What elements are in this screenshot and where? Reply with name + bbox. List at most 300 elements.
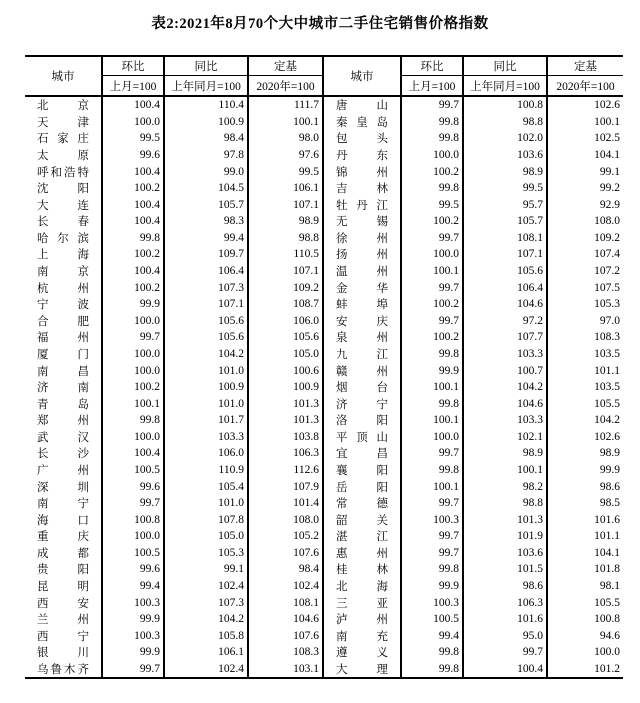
fixed-base-value: 101.3 [249, 395, 324, 412]
mom-value: 99.8 [402, 561, 464, 578]
table-row [25, 379, 623, 396]
yoy-value: 110.9 [165, 462, 249, 479]
city-cell [25, 329, 103, 346]
yoy-value: 106.4 [165, 263, 249, 280]
yoy-value: 106.0 [165, 445, 249, 462]
mom-value: 99.8 [402, 661, 464, 678]
city-cell [25, 130, 103, 147]
yoy-value: 97.8 [165, 147, 249, 164]
mom-value: 99.4 [402, 628, 464, 645]
yoy-value: 99.5 [464, 180, 548, 197]
city-name: 合 肥 [37, 315, 89, 328]
mom-value: 100.4 [103, 97, 165, 114]
yoy-value: 98.9 [464, 163, 548, 180]
table-row [25, 97, 623, 114]
city-name: 南 宁 [37, 498, 89, 511]
mom-value: 100.0 [103, 528, 165, 545]
city-name: 遵 义 [336, 647, 388, 660]
fixed-base-value: 97.0 [599, 314, 620, 327]
table-row [25, 213, 623, 230]
table-row [25, 611, 623, 628]
yoy-value: 105.7 [464, 213, 548, 230]
table-row [25, 429, 623, 446]
city-cell [25, 462, 103, 479]
mom-value: 100.2 [402, 296, 464, 313]
mom-value: 99.7 [402, 230, 464, 247]
yoy-value: 100.1 [464, 462, 548, 479]
yoy-value: 103.3 [165, 429, 249, 446]
city-cell [25, 561, 103, 578]
city-name: 南 京 [37, 266, 89, 279]
yoy-value: 102.4 [165, 661, 249, 678]
city-name: 武 汉 [37, 431, 89, 444]
header-yoy-right: 同比 [464, 57, 548, 76]
city-cell [25, 445, 103, 462]
fixed-base-value: 103.1 [249, 661, 324, 678]
city-cell [324, 578, 402, 595]
yoy-value: 105.0 [165, 528, 249, 545]
city-cell [25, 114, 103, 131]
yoy-value: 100.9 [165, 379, 249, 396]
city-cell [324, 246, 402, 263]
city-name: 平 顶 山 [336, 431, 388, 444]
fixed-base-value: 102.6 [594, 430, 620, 443]
city-name: 韶 关 [336, 514, 388, 527]
yoy-value: 97.2 [464, 313, 548, 330]
mom-value: 99.4 [103, 578, 165, 595]
yoy-value: 103.3 [464, 346, 548, 363]
table-row [25, 395, 623, 412]
city-cell [324, 628, 402, 645]
city-cell [25, 661, 103, 678]
city-name: 泉 州 [336, 332, 388, 345]
city-name: 南 充 [336, 630, 388, 643]
city-name: 石 家 庄 [37, 133, 89, 146]
city-name: 沈 阳 [37, 183, 89, 196]
fixed-base-value: 105.6 [249, 329, 324, 346]
table-row [25, 246, 623, 263]
fixed-base-value: 108.3 [249, 644, 324, 661]
header-mom-left: 环比 [103, 57, 165, 76]
mom-value: 100.4 [103, 263, 165, 280]
city-cell [25, 379, 103, 396]
fixed-base-value: 99.5 [249, 163, 324, 180]
yoy-value: 99.7 [464, 644, 548, 661]
fixed-base-value: 105.2 [249, 528, 324, 545]
mom-value: 100.4 [103, 213, 165, 230]
fixed-base-value: 105.5 [594, 596, 620, 609]
mom-value: 100.0 [103, 346, 165, 363]
mom-value: 100.0 [402, 147, 464, 164]
mom-value: 100.2 [402, 329, 464, 346]
city-name: 长 沙 [37, 448, 89, 461]
table-row [25, 196, 623, 213]
city-cell [25, 545, 103, 562]
fixed-base-value: 105.0 [249, 346, 324, 363]
mom-value: 99.8 [402, 395, 464, 412]
city-cell [25, 511, 103, 528]
city-cell [324, 230, 402, 247]
table-row [25, 561, 623, 578]
mom-value: 100.1 [103, 395, 165, 412]
city-cell [324, 263, 402, 280]
yoy-value: 104.5 [165, 180, 249, 197]
city-cell [25, 279, 103, 296]
city-cell [25, 163, 103, 180]
fixed-base-value: 107.1 [249, 263, 324, 280]
table-row [25, 478, 623, 495]
city-cell [25, 196, 103, 213]
header-mom-right: 环比 [402, 57, 464, 76]
city-name: 惠 州 [336, 547, 388, 560]
city-name: 呼 和 浩 特 [37, 166, 89, 179]
table-row [25, 180, 623, 197]
yoy-value: 103.3 [464, 412, 548, 429]
table-row [25, 130, 623, 147]
yoy-value: 102.0 [464, 130, 548, 147]
city-name: 赣 州 [336, 365, 388, 378]
mom-value: 99.7 [402, 445, 464, 462]
mom-value: 100.0 [103, 114, 165, 131]
city-cell [324, 545, 402, 562]
table-header [25, 57, 623, 97]
mom-value: 99.7 [402, 495, 464, 512]
mom-value: 99.7 [103, 329, 165, 346]
city-name: 贵 阳 [37, 564, 89, 577]
yoy-value: 98.6 [464, 578, 548, 595]
city-name: 北 京 [37, 100, 89, 113]
mom-value: 100.0 [103, 429, 165, 446]
fixed-base-value: 100.8 [594, 613, 620, 626]
city-name: 牡 丹 江 [336, 199, 388, 212]
table-row [25, 362, 623, 379]
city-cell [25, 578, 103, 595]
mom-value: 100.3 [402, 511, 464, 528]
fixed-base-value: 105.5 [594, 397, 620, 410]
city-cell [25, 429, 103, 446]
yoy-value: 100.9 [165, 114, 249, 131]
mom-value: 100.2 [103, 279, 165, 296]
header-mom-base-left: 上月=100 [103, 76, 165, 95]
header-mom-base-right: 上月=100 [402, 76, 464, 95]
city-name: 宁 波 [37, 299, 89, 312]
fixed-base-value: 107.1 [249, 196, 324, 213]
city-name: 宜 昌 [336, 448, 388, 461]
mom-value: 100.4 [103, 445, 165, 462]
city-name: 杭 州 [37, 282, 89, 295]
table-body [25, 97, 623, 677]
city-cell [25, 395, 103, 412]
mom-value: 100.1 [402, 379, 464, 396]
mom-value: 99.9 [402, 362, 464, 379]
yoy-value: 99.4 [165, 230, 249, 247]
fixed-base-value: 101.1 [594, 364, 620, 377]
city-name: 南 昌 [37, 365, 89, 378]
city-name: 西 宁 [37, 630, 89, 643]
city-cell [324, 329, 402, 346]
mom-value: 99.8 [103, 230, 165, 247]
table-row [25, 661, 623, 678]
fixed-base-value: 104.1 [594, 546, 620, 559]
mom-value: 100.3 [103, 594, 165, 611]
yoy-value: 105.3 [165, 545, 249, 562]
yoy-value: 108.1 [464, 230, 548, 247]
yoy-value: 107.1 [464, 246, 548, 263]
price-index-table [25, 55, 623, 679]
header-fixed-left: 定基 [249, 57, 324, 76]
yoy-value: 95.7 [464, 196, 548, 213]
yoy-value: 101.0 [165, 362, 249, 379]
mom-value: 100.5 [402, 611, 464, 628]
fixed-base-value: 101.3 [249, 412, 324, 429]
mom-value: 99.9 [402, 578, 464, 595]
city-cell [324, 379, 402, 396]
table-row [25, 445, 623, 462]
mom-value: 99.5 [402, 196, 464, 213]
city-name: 烟 台 [336, 382, 388, 395]
yoy-value: 98.8 [464, 495, 548, 512]
yoy-value: 104.6 [464, 395, 548, 412]
city-cell [25, 362, 103, 379]
city-name: 深 圳 [37, 481, 89, 494]
city-cell [324, 511, 402, 528]
yoy-value: 107.3 [165, 279, 249, 296]
city-name: 大 连 [37, 199, 89, 212]
city-name: 襄 阳 [336, 465, 388, 477]
city-name: 包 头 [336, 133, 388, 146]
yoy-value: 101.3 [464, 511, 548, 528]
yoy-value: 105.6 [464, 263, 548, 280]
city-name: 无 锡 [336, 216, 388, 229]
fixed-base-value: 107.6 [249, 545, 324, 562]
city-cell [25, 296, 103, 313]
city-name: 银 川 [37, 647, 89, 660]
mom-value: 100.2 [103, 379, 165, 396]
yoy-value: 101.7 [165, 412, 249, 429]
city-cell [25, 230, 103, 247]
city-cell [324, 279, 402, 296]
header-fixed-right: 定基 [548, 57, 623, 76]
mom-value: 99.6 [103, 561, 165, 578]
mom-value: 100.2 [402, 163, 464, 180]
fixed-base-value: 103.5 [594, 347, 620, 360]
fixed-base-value: 107.6 [249, 628, 324, 645]
city-name: 郑 州 [37, 415, 89, 428]
mom-value: 99.8 [402, 114, 464, 131]
table-row [25, 163, 623, 180]
city-name: 西 安 [37, 597, 89, 610]
table-row [25, 147, 623, 164]
table-row [25, 279, 623, 296]
yoy-value: 105.6 [165, 313, 249, 330]
fixed-base-value: 98.8 [249, 230, 324, 247]
fixed-base-value: 100.6 [249, 362, 324, 379]
table-row [25, 594, 623, 611]
fixed-base-value: 108.0 [594, 215, 620, 228]
table-row [25, 412, 623, 429]
city-name: 安 庆 [336, 315, 388, 328]
table-row [25, 644, 623, 661]
city-name: 重 庆 [37, 531, 89, 544]
fixed-base-value: 102.6 [594, 99, 620, 112]
header-city-left: 城市 [25, 57, 103, 95]
table-row [25, 263, 623, 280]
city-cell [324, 429, 402, 446]
mom-value: 99.7 [402, 97, 464, 114]
mom-value: 100.0 [103, 313, 165, 330]
fixed-base-value: 97.6 [249, 147, 324, 164]
city-cell [25, 313, 103, 330]
table-row [25, 230, 623, 247]
fixed-base-value: 108.7 [249, 296, 324, 313]
fixed-base-value: 101.4 [249, 495, 324, 512]
mom-value: 99.8 [402, 346, 464, 363]
mom-value: 99.8 [402, 180, 464, 197]
table-row [25, 628, 623, 645]
fixed-base-value: 110.5 [249, 246, 324, 263]
mom-value: 99.6 [103, 478, 165, 495]
yoy-value: 104.6 [464, 296, 548, 313]
city-name: 北 海 [336, 581, 388, 594]
city-name: 哈 尔 滨 [37, 232, 89, 245]
city-name: 桂 林 [336, 564, 388, 577]
fixed-base-value: 106.1 [249, 180, 324, 197]
mom-value: 100.8 [103, 511, 165, 528]
city-name: 岳 阳 [336, 481, 388, 494]
table-row [25, 346, 623, 363]
yoy-value: 107.3 [165, 594, 249, 611]
city-cell [25, 147, 103, 164]
city-cell [324, 362, 402, 379]
city-name: 济 南 [37, 382, 89, 395]
fixed-base-value: 94.6 [599, 629, 620, 642]
yoy-value: 98.9 [464, 445, 548, 462]
header-yoy-base-left: 上年同月=100 [165, 76, 249, 95]
fixed-base-value: 99.1 [599, 165, 620, 178]
mom-value: 100.0 [402, 246, 464, 263]
city-cell [324, 130, 402, 147]
fixed-base-value: 107.4 [594, 248, 620, 261]
fixed-base-value: 109.2 [594, 231, 620, 244]
mom-value: 100.3 [402, 594, 464, 611]
mom-value: 100.1 [402, 263, 464, 280]
fixed-base-value: 108.0 [249, 511, 324, 528]
header-fixed-base-left: 2020年=100 [249, 76, 324, 95]
fixed-base-value: 98.9 [599, 447, 620, 460]
city-name: 青 岛 [37, 398, 89, 411]
fixed-base-value: 106.3 [249, 445, 324, 462]
mom-value: 100.4 [103, 196, 165, 213]
mom-value: 99.8 [402, 462, 464, 479]
table-row [25, 528, 623, 545]
yoy-value: 104.2 [165, 611, 249, 628]
city-name: 泸 州 [336, 614, 388, 627]
city-name: 厦 门 [37, 348, 89, 361]
yoy-value: 95.0 [464, 628, 548, 645]
page-title: 表2:2021年8月70个大中城市二手住宅销售价格指数 [151, 16, 489, 32]
city-cell [324, 561, 402, 578]
fixed-base-value: 107.9 [249, 478, 324, 495]
yoy-value: 103.6 [464, 147, 548, 164]
fixed-base-value: 100.1 [249, 114, 324, 131]
city-cell [25, 594, 103, 611]
mom-value: 100.0 [103, 362, 165, 379]
city-name: 乌 鲁 木 齐 [37, 663, 89, 676]
yoy-value: 101.9 [464, 528, 548, 545]
city-name: 温 州 [336, 266, 388, 279]
yoy-value: 101.0 [165, 495, 249, 512]
city-cell [25, 528, 103, 545]
city-cell [324, 313, 402, 330]
mom-value: 99.5 [103, 130, 165, 147]
city-cell [324, 478, 402, 495]
mom-value: 99.8 [402, 644, 464, 661]
yoy-value: 104.2 [165, 346, 249, 363]
city-cell [324, 661, 402, 678]
city-cell [324, 213, 402, 230]
city-cell [324, 147, 402, 164]
city-cell [324, 644, 402, 661]
fixed-base-value: 103.5 [594, 381, 620, 394]
city-name: 济 宁 [336, 398, 388, 411]
mom-value: 100.5 [103, 462, 165, 479]
table-row [25, 313, 623, 330]
fixed-base-value: 107.5 [594, 281, 620, 294]
fixed-base-value: 108.1 [249, 594, 324, 611]
fixed-base-value: 111.7 [249, 97, 324, 114]
fixed-base-value: 107.2 [594, 265, 620, 278]
city-name: 福 州 [37, 332, 89, 345]
mom-value: 99.7 [103, 661, 165, 678]
table-row [25, 462, 623, 479]
yoy-value: 101.5 [464, 561, 548, 578]
yoy-value: 106.4 [464, 279, 548, 296]
fixed-base-value: 98.1 [599, 580, 620, 593]
yoy-value: 101.6 [464, 611, 548, 628]
yoy-value: 102.4 [165, 578, 249, 595]
mom-value: 99.6 [103, 147, 165, 164]
fixed-base-value: 98.9 [249, 213, 324, 230]
table-row [25, 296, 623, 313]
city-name: 唐 山 [336, 100, 388, 113]
city-cell [324, 445, 402, 462]
mom-value: 100.4 [103, 163, 165, 180]
city-cell [25, 97, 103, 114]
city-cell [25, 213, 103, 230]
fixed-base-value: 101.6 [594, 513, 620, 526]
city-cell [324, 346, 402, 363]
city-name: 丹 东 [336, 150, 388, 163]
fixed-base-value: 100.9 [249, 379, 324, 396]
fixed-base-value: 103.8 [249, 429, 324, 446]
fixed-base-value: 99.9 [599, 464, 620, 476]
city-name: 蚌 埠 [336, 299, 388, 312]
city-name: 海 口 [37, 514, 89, 527]
yoy-value: 105.7 [165, 196, 249, 213]
header-city-right: 城市 [324, 57, 402, 95]
mom-value: 100.2 [103, 180, 165, 197]
city-name: 上 海 [37, 249, 89, 262]
fixed-base-value: 104.6 [249, 611, 324, 628]
city-cell [324, 412, 402, 429]
yoy-value: 105.8 [165, 628, 249, 645]
city-cell [324, 114, 402, 131]
mom-value: 99.7 [402, 313, 464, 330]
city-name: 兰 州 [37, 614, 89, 627]
city-name: 锦 州 [336, 166, 388, 179]
mom-value: 100.5 [103, 545, 165, 562]
fixed-base-value: 98.4 [249, 561, 324, 578]
